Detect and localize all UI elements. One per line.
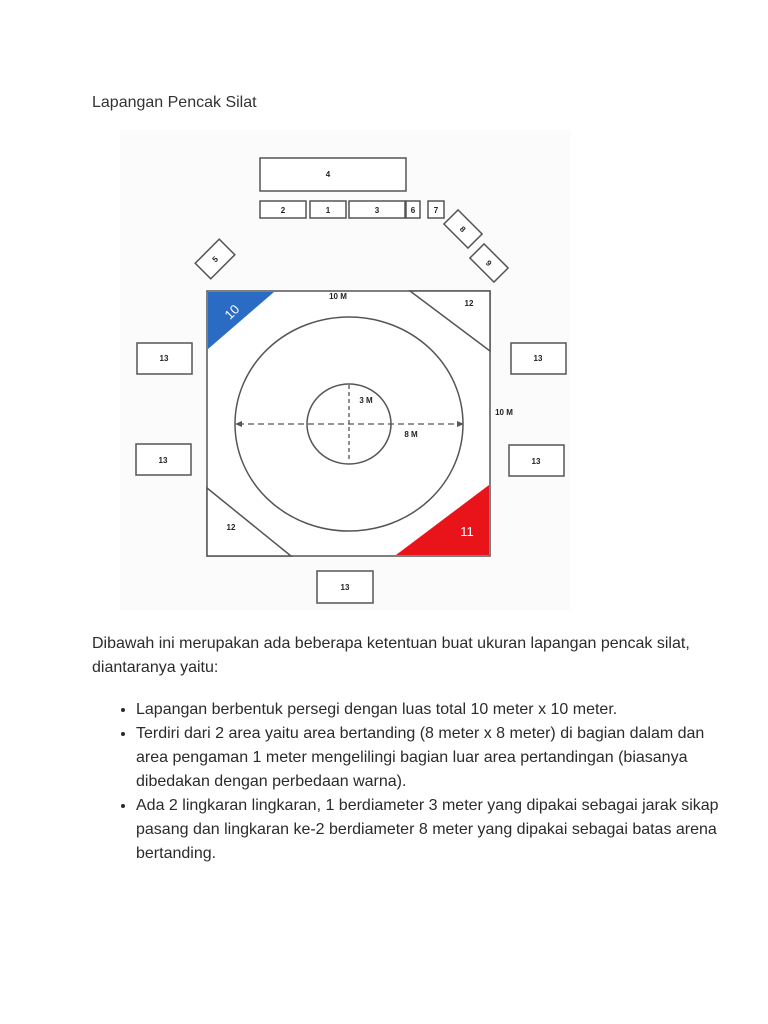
box-2 [260,201,306,218]
intro-text: Dibawah ini merupakan ada beberapa ketentuan buat ukuran lapangan pencak silat, diantaranya yaitu: [92,635,690,676]
rules-list [92,698,736,866]
dim-inner-circle-label: 3 M [359,396,373,405]
box-2-label: 2 [280,206,286,215]
dim-outer-circle-label: 8 M [404,430,418,439]
box-1-label: 1 [325,206,331,215]
box-9-label: 9 [483,258,494,269]
box-6-label: 6 [410,206,416,215]
judge-13-bottom-label: 13 [340,583,350,592]
arena-diagram-svg [120,130,570,610]
judge-13-right-top-label: 13 [533,354,543,363]
dim-top-label: 10 M [329,292,347,301]
page-title: Lapangan Pencak Silat [92,94,257,111]
table-4 [260,158,406,191]
rule-item-2: • Terdiri dari 2 area yaitu area bertanding (8 meter x 8 meter) di bagian dalam dan area pengaman 1 meter mengelilingi bagian luar area pertandingan (biasanya dibedakan dengan perbedaan warna). [136,722,736,794]
judge-13-right-bottom-label: 13 [531,457,541,466]
arena-diagram [120,130,570,610]
table-4-label: 4 [325,170,331,179]
judge-13-left-top-label: 13 [159,354,169,363]
judge-box-13-bottom [317,571,373,603]
corner-10-label: 10 [221,301,243,323]
box-3-label: 3 [374,206,380,215]
box-3 [349,201,405,218]
dim-right-label: 10 M [495,408,513,417]
box-7 [428,201,444,218]
rule-item-1: • Lapangan berbentuk persegi dengan luas total 10 meter x 10 meter. [136,698,736,722]
box-1 [310,201,346,218]
judge-13-left-bottom-label: 13 [158,456,168,465]
judge-box-13-right-bottom [509,445,564,476]
box-7-label: 7 [433,206,439,215]
judge-box-13-left-top [137,343,192,374]
box-8-label: 8 [457,224,468,235]
judge-box-13-left-bottom [136,444,191,475]
judge-box-13-right-top [511,343,566,374]
corner-11-label: 11 [460,524,474,539]
rule-item-3: • Ada 2 lingkaran lingkaran, 1 berdiameter 3 meter yang dipakai sebagai jarak sikap pasang dan lingkaran ke-2 berdiameter 8 meter yang dipakai sebagai batas arena bertanding. [136,794,736,866]
box-6 [406,201,420,218]
box-5-label: 5 [210,254,221,265]
corner-12-top-label: 12 [464,299,474,308]
intro-paragraph [92,632,692,680]
corner-12-bottom-label: 12 [226,523,236,532]
